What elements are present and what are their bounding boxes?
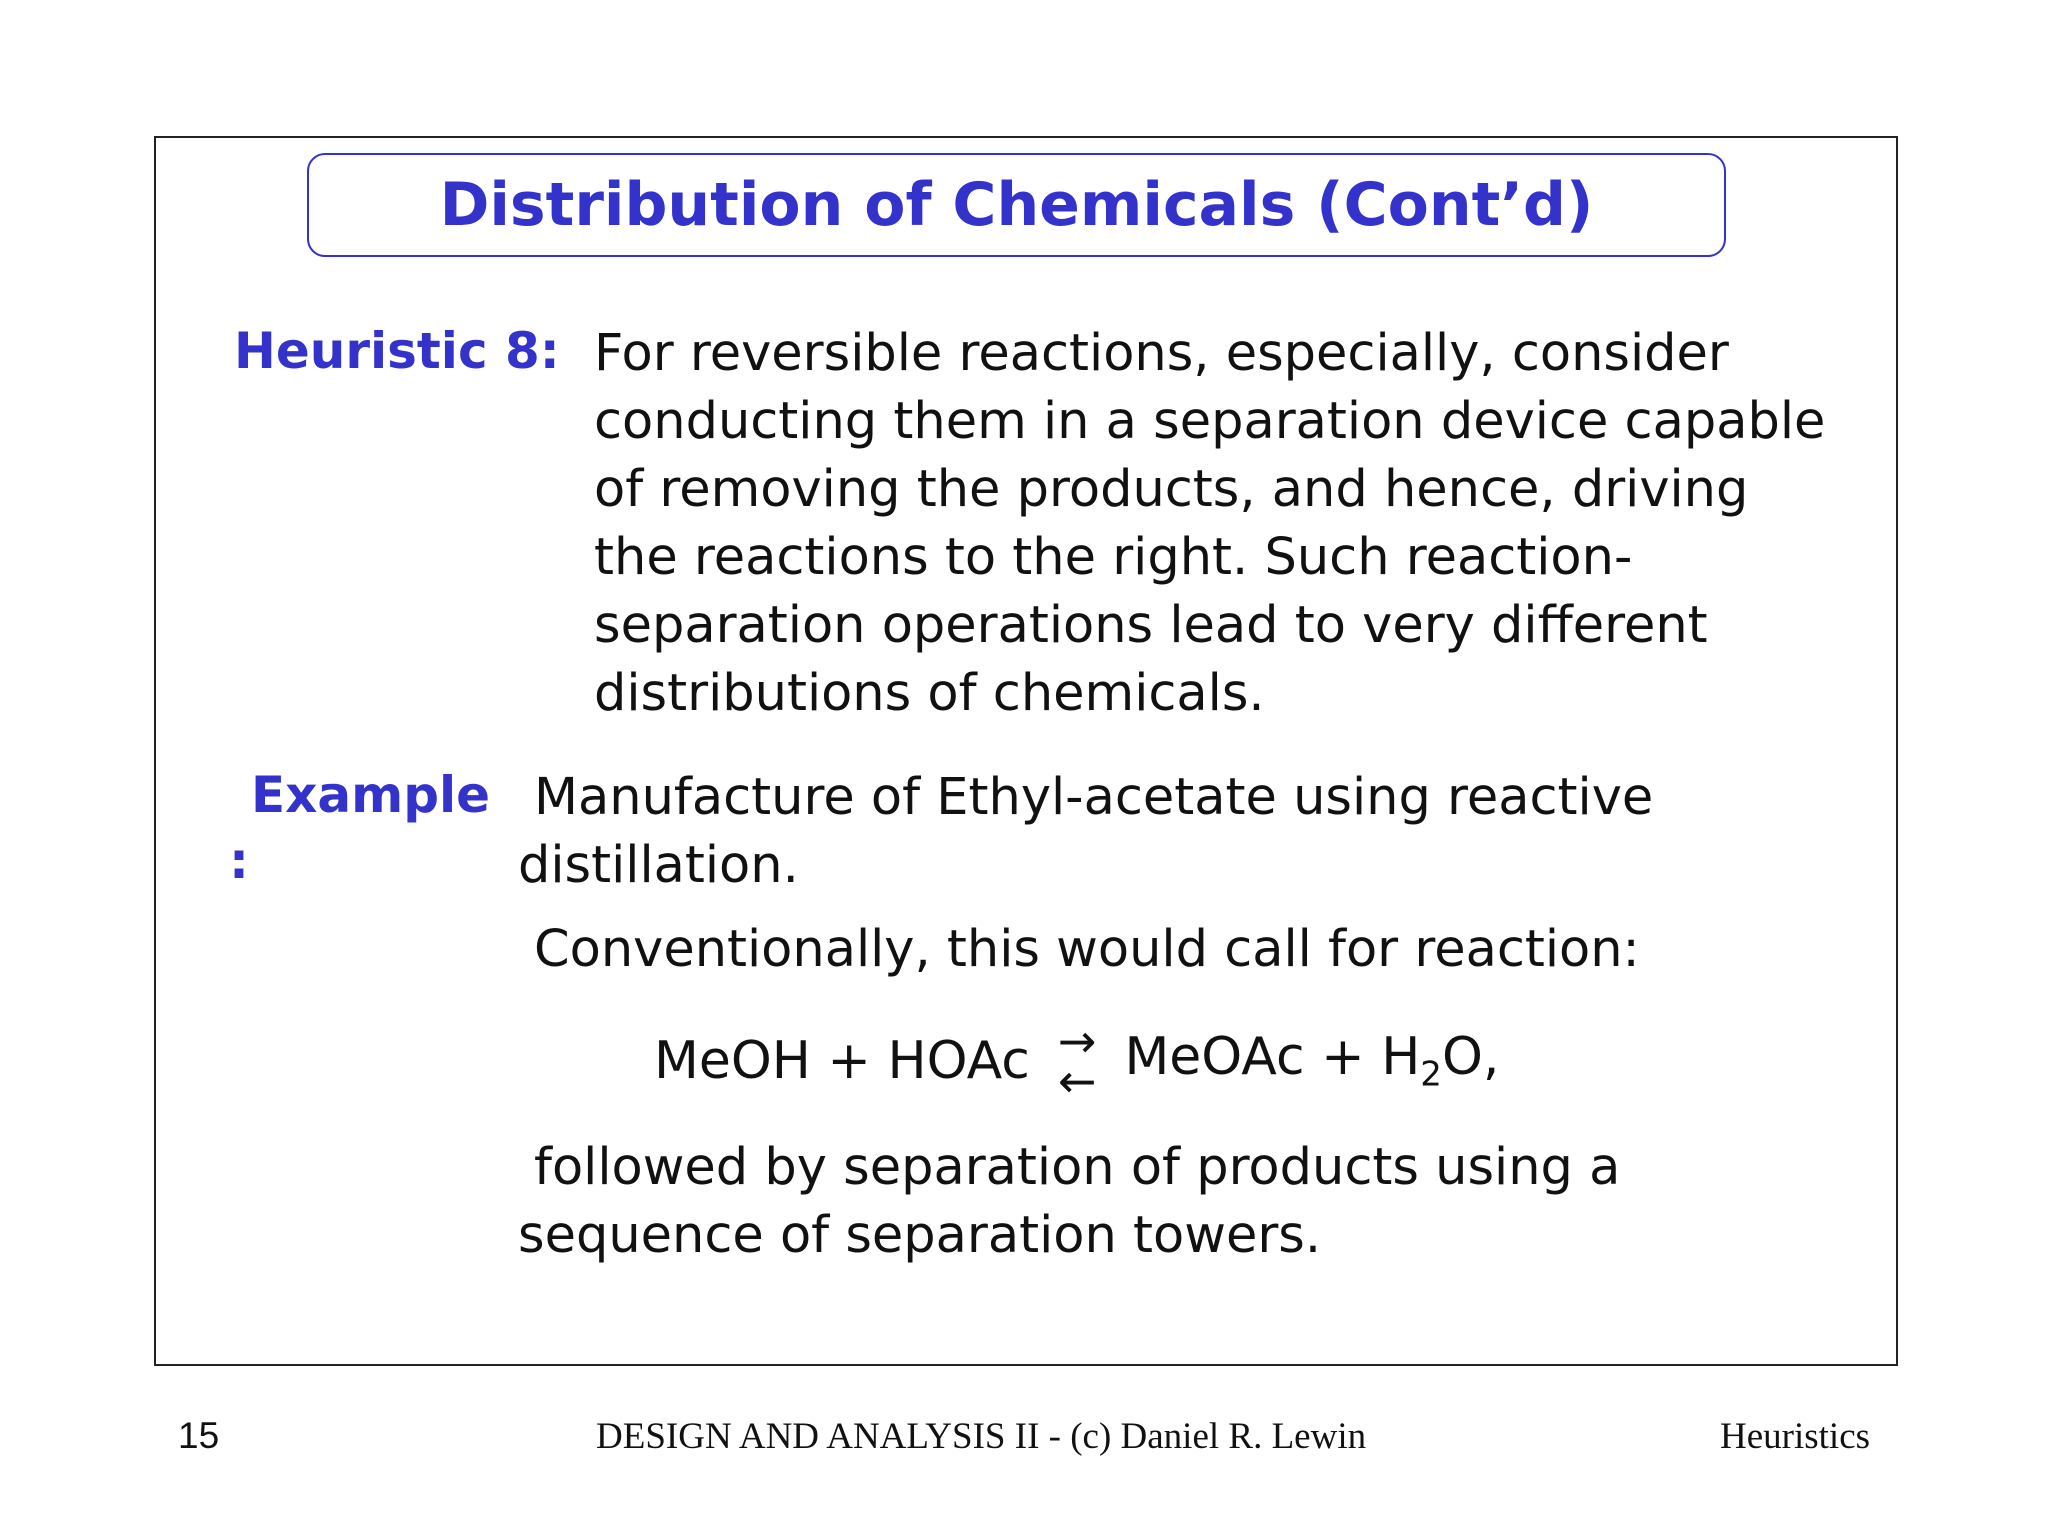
- forward-arrow-icon: →: [1057, 1014, 1097, 1068]
- heuristic-line: separation operations lead to very different: [594, 596, 1708, 655]
- slide-title: Distribution of Chemicals (Cont’d): [439, 170, 1594, 240]
- equation-products: [1124, 1027, 1499, 1094]
- heuristic-text: [594, 320, 1825, 728]
- water-subscript: 2: [1420, 1054, 1442, 1095]
- equilibrium-arrows-icon: [1057, 1014, 1097, 1108]
- title-box: [307, 153, 1726, 257]
- heuristic-line: For reversible reactions, especially, consider: [594, 324, 1729, 383]
- heuristic-line: of removing the products, and hence, driving: [594, 460, 1749, 519]
- reverse-arrow-icon: ←: [1057, 1054, 1097, 1108]
- example-text: [518, 764, 1653, 900]
- reaction-equation: [654, 1016, 1499, 1106]
- followed-line: sequence of separation towers.: [518, 1206, 1322, 1265]
- equation-reactants: MeOH + HOAc: [654, 1031, 1030, 1091]
- product-suffix: O,: [1441, 1027, 1500, 1088]
- heuristic-line: distributions of chemicals.: [594, 664, 1265, 723]
- heuristic-line: the reactions to the right. Such reaction-: [594, 528, 1633, 587]
- example-label: Example: [251, 766, 491, 824]
- page-number: 15: [178, 1415, 220, 1456]
- example-colon: :: [229, 832, 249, 890]
- heuristic-label: Heuristic 8:: [234, 322, 560, 380]
- followed-text: [518, 1134, 1620, 1270]
- product-prefix: MeOAc + H: [1124, 1027, 1421, 1088]
- followed-line: followed by separation of products using a: [534, 1138, 1621, 1197]
- footer-right: Heuristics: [1720, 1416, 1871, 1457]
- heuristic-line: conducting them in a separation device capable: [594, 392, 1826, 451]
- example-line: distillation.: [518, 836, 799, 895]
- example-line: Manufacture of Ethyl-acetate using reactive: [534, 768, 1654, 827]
- footer-center: DESIGN AND ANALYSIS II - (c) Daniel R. Lewin: [596, 1416, 1367, 1457]
- conventional-text: Conventionally, this would call for reaction:: [534, 920, 1640, 979]
